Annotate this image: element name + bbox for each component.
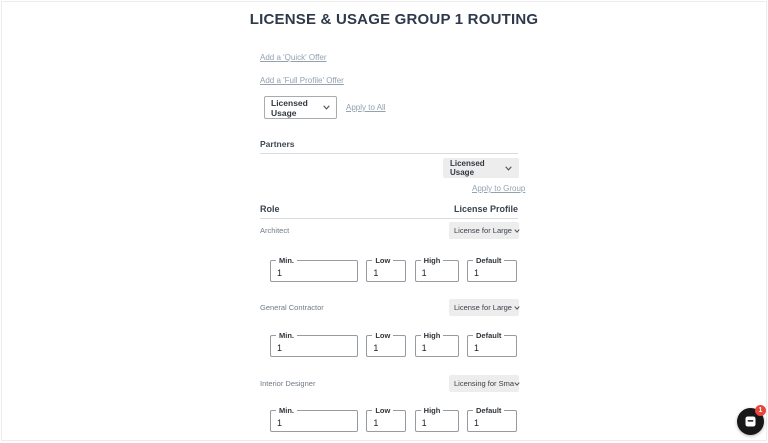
high-input[interactable] xyxy=(416,261,458,281)
min-field-label: Min. xyxy=(276,406,297,415)
min-input[interactable] xyxy=(271,261,357,281)
chevron-down-icon xyxy=(505,166,512,171)
apply-to-group-link[interactable]: Apply to Group xyxy=(472,184,526,193)
default-input[interactable] xyxy=(468,411,516,431)
role-column-header: Role xyxy=(260,204,280,214)
partners-offer-dropdown[interactable] xyxy=(443,158,519,178)
partners-offer-dropdown-value: Licensed Usage xyxy=(450,159,485,177)
default-input[interactable] xyxy=(468,261,516,281)
high-input[interactable] xyxy=(416,411,458,431)
min-field-label: Min. xyxy=(276,256,297,265)
role-label: General Contractor xyxy=(260,303,324,312)
partners-heading: Partners xyxy=(260,139,295,149)
page-title: LICENSE & USAGE GROUP 1 ROUTING xyxy=(249,11,539,28)
low-input[interactable] xyxy=(367,411,405,431)
roles-divider xyxy=(260,218,518,219)
high-field-label: High xyxy=(421,406,444,415)
quantity-fields-row xyxy=(270,406,517,432)
apply-to-all-link[interactable]: Apply to All xyxy=(346,103,386,112)
default-input[interactable] xyxy=(468,336,516,356)
page xyxy=(1,1,767,441)
high-field xyxy=(415,406,459,432)
low-field-label: Low xyxy=(372,331,393,340)
license-profile-dropdown-value: Licensing for Sma xyxy=(454,379,515,388)
global-offer-dropdown[interactable] xyxy=(264,96,337,119)
min-field xyxy=(270,331,358,357)
min-input[interactable] xyxy=(271,336,357,356)
low-field xyxy=(366,331,406,357)
min-field-label: Min. xyxy=(276,331,297,340)
partners-divider xyxy=(260,153,518,154)
quantity-fields-row xyxy=(270,331,517,357)
role-label: Architect xyxy=(260,226,290,235)
default-field xyxy=(467,331,517,357)
low-field xyxy=(366,406,406,432)
chevron-down-icon xyxy=(514,382,520,386)
low-input[interactable] xyxy=(367,336,405,356)
high-field-label: High xyxy=(421,256,444,265)
low-input[interactable] xyxy=(367,261,405,281)
default-field-label: Default xyxy=(473,331,504,340)
min-input[interactable] xyxy=(271,411,357,431)
low-field-label: Low xyxy=(372,406,393,415)
license-profile-dropdown-value: License for Large xyxy=(454,303,512,312)
high-field xyxy=(415,256,459,282)
license-profile-dropdown[interactable] xyxy=(449,375,519,392)
chat-bubble-icon xyxy=(745,416,756,427)
roles-table-header xyxy=(260,204,518,214)
chat-launcher-button[interactable] xyxy=(737,408,764,435)
chevron-down-icon xyxy=(514,229,520,233)
chevron-down-icon xyxy=(514,306,520,310)
role-label: Interior Designer xyxy=(260,379,316,388)
high-field-label: High xyxy=(421,331,444,340)
min-field xyxy=(270,256,358,282)
global-offer-dropdown-value: Licensed Usage xyxy=(271,97,308,118)
quantity-fields-row xyxy=(270,256,517,282)
high-input[interactable] xyxy=(416,336,458,356)
low-field xyxy=(366,256,406,282)
chat-notification-badge: 1 xyxy=(755,405,766,416)
default-field-label: Default xyxy=(473,256,504,265)
low-field-label: Low xyxy=(372,256,393,265)
add-full-profile-offer-link[interactable]: Add a 'Full Profile' Offer xyxy=(260,76,344,85)
default-field-label: Default xyxy=(473,406,504,415)
default-field xyxy=(467,406,517,432)
add-quick-offer-link[interactable]: Add a 'Quick' Offer xyxy=(260,53,327,62)
min-field xyxy=(270,406,358,432)
high-field xyxy=(415,331,459,357)
chevron-down-icon xyxy=(323,105,330,110)
license-profile-dropdown-value: License for Large xyxy=(454,226,512,235)
license-profile-column-header: License Profile xyxy=(453,204,518,214)
default-field xyxy=(467,256,517,282)
license-profile-dropdown[interactable] xyxy=(449,222,519,239)
license-profile-dropdown[interactable] xyxy=(449,299,519,316)
